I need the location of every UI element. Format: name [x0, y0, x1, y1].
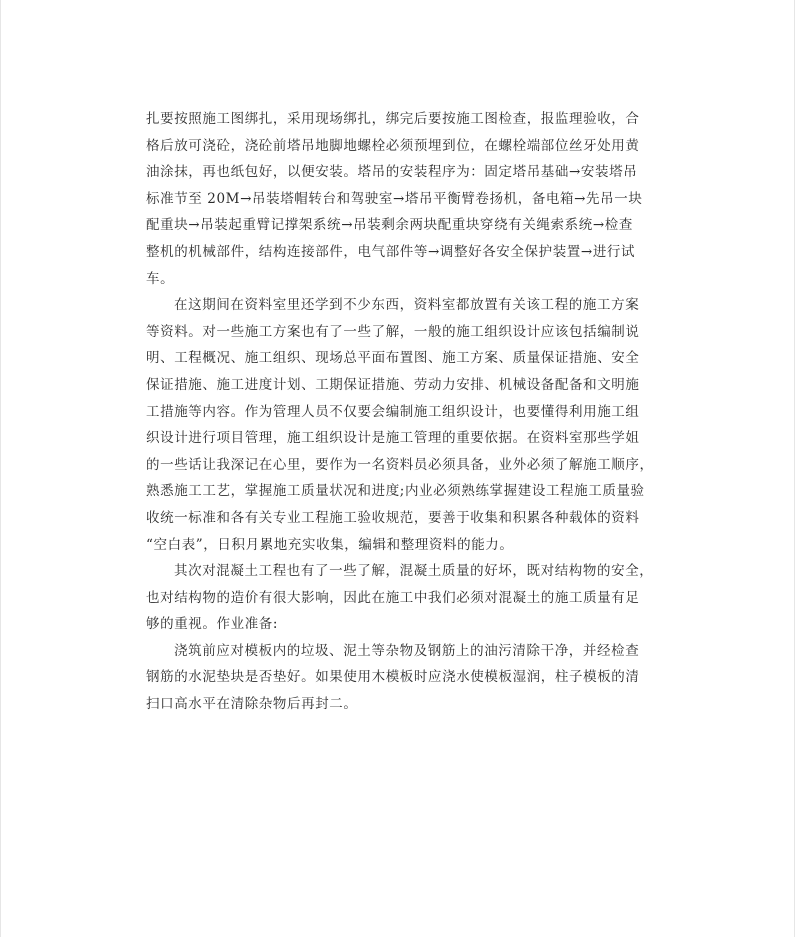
text-line: 整机的机械部件，结构连接部件，电气部件等→调整好各安全保护装置→进行试 — [146, 243, 636, 260]
text-line: 等资料。对一些施工方案也有了一些了解，一般的施工组织设计应该包括编制说 — [146, 323, 640, 340]
text-line: 熟悉施工工艺，掌握施工质量状况和进度;内业必须熟练掌握建设工程施工质量验 — [146, 483, 645, 500]
text-line: 其次对混凝土工程也有了一些了解，混凝土质量的好坏，既对结构物的安全， — [174, 563, 654, 580]
text-line: 收统一标准和各有关专业工程施工验收规范，要善于收集和积累各种载体的资料 — [146, 509, 640, 526]
text-line: 扎要按照施工图绑扎，采用现场绑扎，绑完后要按施工图检查，报监理验收，合 — [146, 111, 640, 127]
text-line: 车。 — [146, 270, 175, 287]
body-text — [146, 106, 666, 718]
text-line: “空白表”，日积月累地充实收集，编辑和整理资料的能力。 — [146, 536, 514, 553]
text-line: 配重块→吊装起重臂记撑架系统→吊装剩余两块配重块穿绕有关绳索系统→检查 — [146, 217, 633, 234]
text-line: 标准节至 20M→吊装塔帽转台和驾驶室→塔吊平衡臂卷扬机，备电箱→先吊一块 — [146, 190, 643, 207]
text-line: 钢筋的水泥垫块是否垫好。如果使用木模板时应浇水使模板湿润，柱子模板的清 — [146, 669, 640, 686]
text-line: 明、工程概况、施工组织、现场总平面布置图、施工方案、质量保证措施、安全 — [146, 350, 640, 367]
text-line: 织设计进行项目管理，施工组织设计是施工管理的重要依据。在资料室那些学姐 — [146, 430, 640, 447]
text-line: 工措施等内容。作为管理人员不仅要会编制施工组织设计，也要懂得利用施工组 — [146, 403, 640, 420]
text-line: 油涂抹，再也纸包好，以便安装。塔吊的安装程序为：固定塔吊基础→安装塔吊 — [146, 164, 638, 181]
text-line: 格后放可浇砼，浇砼前塔吊地脚地螺栓必须预埋到位，在螺栓端部位丝牙处用黄 — [146, 137, 640, 154]
text-line: 扫口高水平在清除杂物后再封二。 — [146, 696, 358, 713]
text-line: 保证措施、施工进度计划、工期保证措施、劳动力安排、机械设备配备和文明施 — [146, 376, 640, 393]
text-line: 浇筑前应对模板内的垃圾、泥土等杂物及钢筋上的油污清除干净，并经检查 — [174, 642, 640, 659]
text-line: 也对结构物的造价有很大影响，因此在施工中我们必须对混凝土的施工质量有足 — [146, 589, 640, 606]
text-line: 在这期间在资料室里还学到不少东西，资料室都放置有关该工程的施工方案 — [174, 297, 640, 314]
text-line: 的一些话让我深记在心里，要作为一名资料员必须具备，业外必须了解施工顺序， — [146, 456, 654, 473]
text-line: 够的重视。作业准备: — [146, 616, 279, 633]
